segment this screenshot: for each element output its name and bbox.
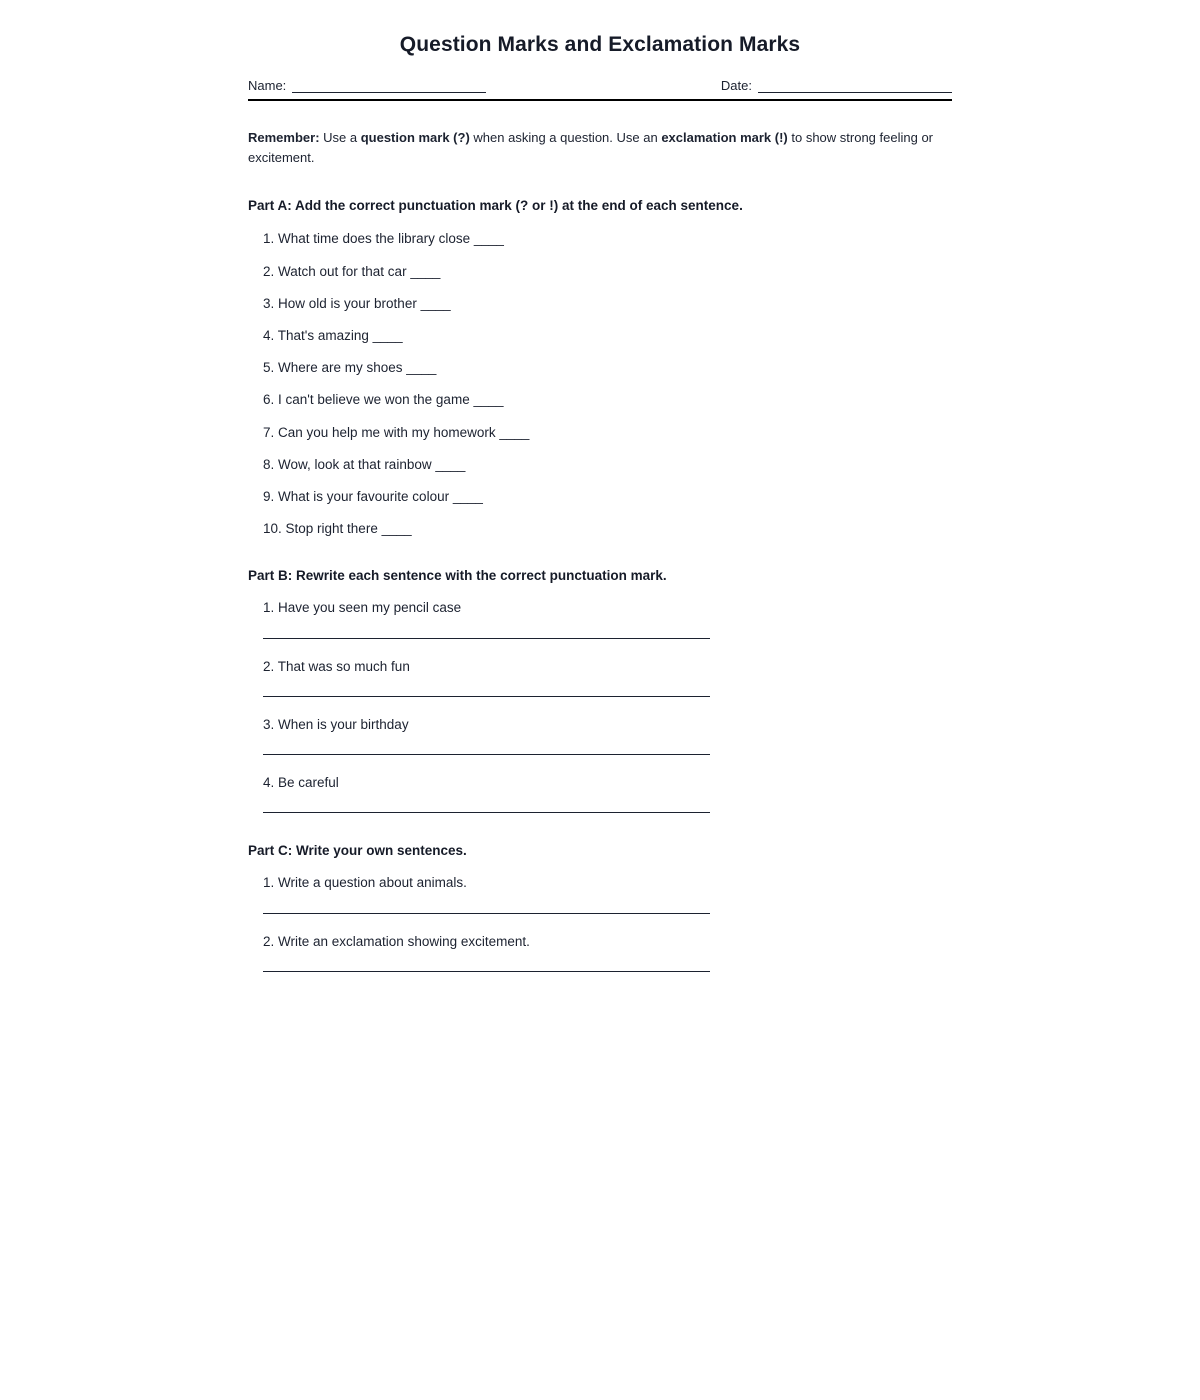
part-b-prompt: 3. When is your birthday: [263, 716, 409, 732]
answer-write-line[interactable]: [263, 913, 710, 914]
part-b-prompt: 2. That was so much fun: [263, 658, 410, 674]
part-b-prompt: 4. Be careful: [263, 775, 339, 791]
part-a-heading: Part A: Add the correct punctuation mark (? or !) at the end of each sentence.: [248, 198, 743, 214]
date-write-line[interactable]: [758, 79, 952, 93]
student-info-row: [248, 78, 952, 93]
remember-bold-exclamation-mark: exclamation mark (!): [661, 130, 788, 145]
list-item: [263, 658, 952, 697]
part-b-prompt: 1. Have you seen my pencil case: [263, 600, 462, 616]
list-item: [263, 774, 952, 813]
list-item: [263, 716, 952, 755]
part-b-list: [248, 599, 952, 813]
part-a-list: [248, 230, 952, 538]
part-c-prompt: 2. Write an exclamation showing excitement.: [263, 933, 530, 949]
list-item: [263, 599, 952, 638]
list-item: 5. Where are my shoes ____: [263, 360, 437, 376]
list-item: 7. Can you help me with my homework ____: [263, 424, 530, 440]
name-write-line[interactable]: [292, 79, 486, 93]
answer-write-line[interactable]: [263, 696, 710, 697]
list-item: 9. What is your favourite colour ____: [263, 489, 483, 505]
remember-bold-question-mark: question mark (?): [360, 130, 470, 145]
list-item: 4. That's amazing ____: [263, 327, 403, 343]
remember-text-1: Use a: [319, 130, 361, 145]
list-item: 8. Wow, look at that rainbow ____: [263, 456, 466, 472]
page-title: Question Marks and Exclamation Marks: [399, 33, 801, 56]
remember-note: [248, 128, 938, 168]
answer-write-line[interactable]: [263, 971, 710, 972]
list-item: [263, 874, 952, 913]
list-item: 2. Watch out for that car ____: [263, 263, 441, 279]
part-c-prompt: 1. Write a question about animals.: [263, 875, 467, 891]
part-b-heading: Part B: Rewrite each sentence with the correct punctuation mark.: [248, 568, 667, 584]
answer-write-line[interactable]: [263, 638, 710, 639]
answer-write-line[interactable]: [263, 812, 710, 813]
part-c-list: [248, 874, 952, 971]
date-field[interactable]: [721, 78, 952, 93]
list-item: [263, 933, 952, 972]
remember-text-3: to show strong feeling or excitement.: [248, 130, 933, 166]
remember-text-2: when asking a question. Use an: [469, 130, 662, 145]
worksheet-content: [248, 0, 952, 972]
name-label: Name:: [248, 78, 287, 93]
name-field[interactable]: [248, 78, 486, 93]
list-item: 6. I can't believe we won the game ____: [263, 392, 504, 408]
date-label: Date:: [720, 78, 752, 93]
list-item: 1. What time does the library close ____: [263, 231, 504, 247]
answer-write-line[interactable]: [263, 754, 710, 755]
list-item: 3. How old is your brother ____: [263, 295, 451, 311]
part-c-heading: Part C: Write your own sentences.: [248, 843, 467, 859]
remember-label: Remember:: [248, 130, 320, 145]
list-item: 10. Stop right there ____: [263, 521, 412, 537]
header-divider: [248, 99, 952, 101]
